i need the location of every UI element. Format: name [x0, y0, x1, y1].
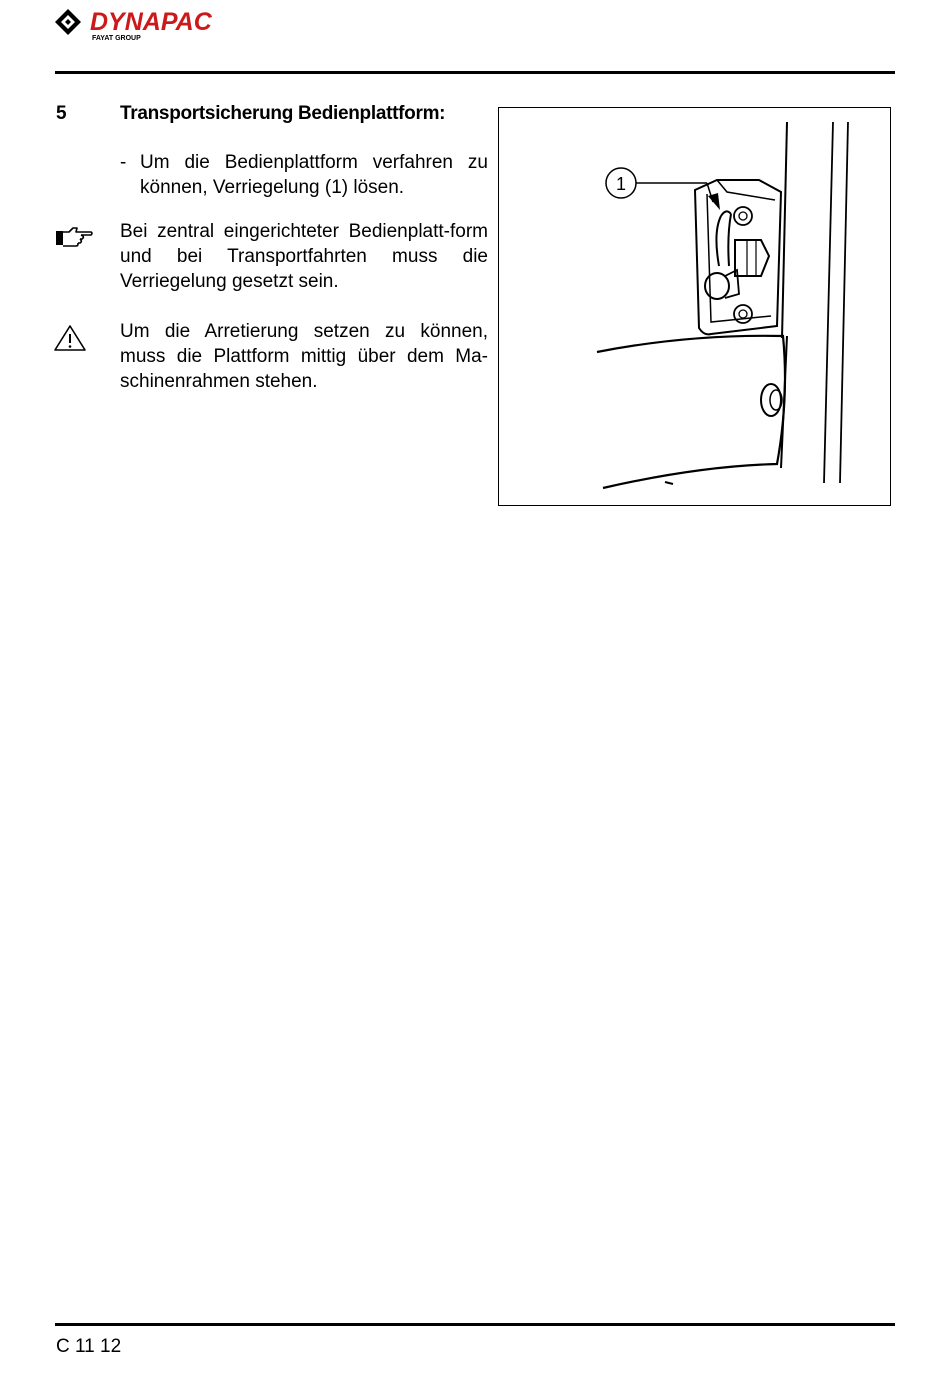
section-title: Transportsicherung Bedienplattform: [120, 103, 446, 124]
warning-triangle-icon [54, 324, 88, 352]
brand-subtitle: FAYAT GROUP [92, 35, 141, 42]
pointing-hand-icon [55, 226, 95, 248]
footer-rule [55, 1323, 895, 1326]
step-text: Um die Bedienplattform verfahren zu können, Verriegelung (1) lösen. [140, 152, 488, 198]
warning-text: Um die Arretierung setzen zu können, muss die Plattform mittig über dem Ma-schinenrahmen stehen. [120, 321, 488, 392]
step-marker: - [120, 152, 127, 173]
instruction-step [120, 150, 488, 200]
callout-label: 1 [615, 174, 627, 194]
header-rule [55, 71, 895, 74]
note-text: Bei zentral eingerichteter Bedienplatt-form und bei Transportfahrten muss die Verriegelung gesetzt sein. [120, 221, 488, 292]
dynapac-logo [54, 6, 304, 46]
platform-lock-figure [498, 107, 891, 506]
page-code: C 11 12 [56, 1336, 122, 1357]
diamond-logo-icon [55, 9, 81, 35]
section-number: 5 [56, 103, 67, 124]
brand-name: DYNAPAC [90, 8, 212, 36]
